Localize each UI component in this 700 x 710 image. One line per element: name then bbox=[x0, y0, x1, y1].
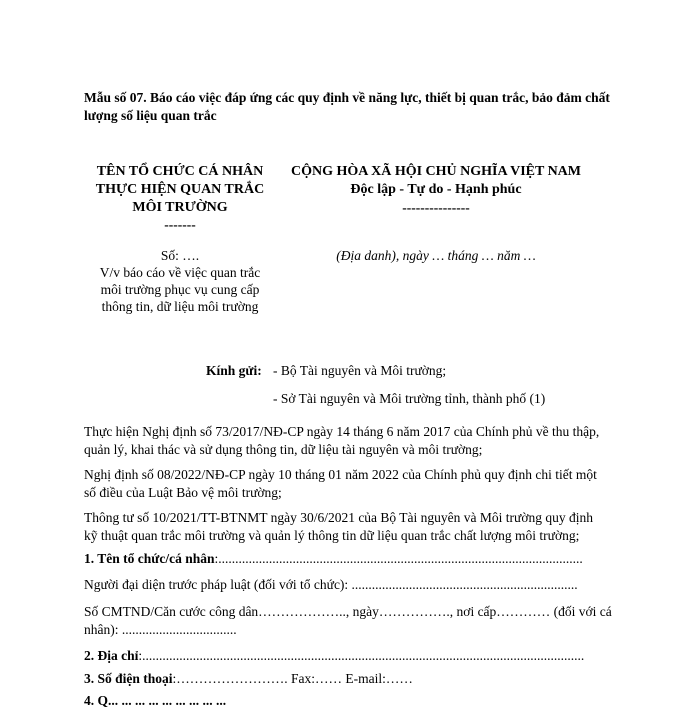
recipient-item: - Bộ Tài nguyên và Môi trường; bbox=[273, 363, 447, 378]
paragraph-1-line1: Thực hiện Nghị định số 73/2017/NĐ-CP ngày 14 tháng 6 năm 2017 của Chính phủ về thu thập, bbox=[84, 424, 600, 439]
phone-label: 3. Số điện thoại bbox=[84, 671, 173, 686]
form-title-line1: Mẫu số 07. Báo cáo việc đáp ứng các quy định về năng lực, thiết bị quan trắc, bảo đảm chất bbox=[84, 90, 610, 105]
address-field bbox=[84, 647, 584, 665]
form-title-line2: lượng số liệu quan trắc bbox=[84, 108, 217, 123]
country-name: CỘNG HÒA XÃ HỘI CHỦ NGHĨA VIỆT NAM bbox=[290, 164, 581, 179]
org-name-line2: THỰC HIỆN QUAN TRẮC bbox=[95, 182, 265, 197]
id-card-line2: nhân): .................................. bbox=[84, 622, 237, 637]
motto: Độc lập - Tự do - Hạnh phúc bbox=[350, 182, 522, 197]
address-dots: :................................................................................................................................... bbox=[138, 648, 585, 663]
recipient-item: - Sở Tài nguyên và Môi trường tỉnh, thành phố (1) bbox=[273, 391, 546, 406]
item-4-partial: 4. Q... ... ... ... ... ... ... ... ... bbox=[84, 693, 227, 708]
subject-line2: môi trường phục vụ cung cấp bbox=[100, 282, 260, 297]
org-name-field bbox=[84, 550, 583, 568]
paragraph-1-line2: quản lý, khai thác và sử dụng thông tin, dữ liệu tài nguyên và môi trường; bbox=[84, 442, 483, 457]
org-name-line3: MÔI TRƯỜNG bbox=[132, 200, 228, 215]
legal-representative-field: Người đại diện trước pháp luật (đối với tổ chức): ................................................................... bbox=[84, 577, 578, 592]
document-number: Số: …. bbox=[160, 248, 200, 263]
left-header-separator: ------- bbox=[164, 217, 196, 232]
recipient-label: Kính gửi: bbox=[206, 363, 262, 378]
id-card-line1: Số CMTND/Căn cước công dân……………….., ngày……………., nơi cấp………… (đối với cá bbox=[84, 604, 612, 619]
address-label: 2. Địa chỉ bbox=[84, 648, 139, 663]
subject-line3: thông tin, dữ liệu môi trường bbox=[101, 299, 259, 314]
paragraph-2-line2: số điều của Luật Bảo vệ môi trường; bbox=[84, 485, 282, 500]
right-header-separator: --------------- bbox=[402, 200, 470, 215]
org-name-line1: TÊN TỔ CHỨC CÁ NHÂN bbox=[96, 164, 264, 179]
phone-rest: :……………………. Fax:…… E-mail:…… bbox=[172, 671, 413, 686]
org-name-label: 1. Tên tổ chức/cá nhân bbox=[84, 551, 215, 566]
subject-line1: V/v báo cáo về việc quan trắc bbox=[99, 265, 261, 280]
paragraph-2-line1: Nghị định số 08/2022/NĐ-CP ngày 10 tháng 01 năm 2022 của Chính phủ quy định chi tiết một bbox=[84, 467, 597, 482]
place-date: (Địa danh), ngày … tháng … năm … bbox=[336, 248, 536, 263]
phone-field bbox=[84, 670, 413, 688]
paragraph-3-line1: Thông tư số 10/2021/TT-BTNMT ngày 30/6/2021 của Bộ Tài nguyên và Môi trường quy định bbox=[84, 510, 593, 525]
paragraph-3-line2: kỹ thuật quan trắc môi trường và quản lý thông tin dữ liệu quan trắc chất lượng môi trường; bbox=[84, 528, 580, 543]
org-name-dots: :............................................................................................................ bbox=[214, 551, 583, 566]
